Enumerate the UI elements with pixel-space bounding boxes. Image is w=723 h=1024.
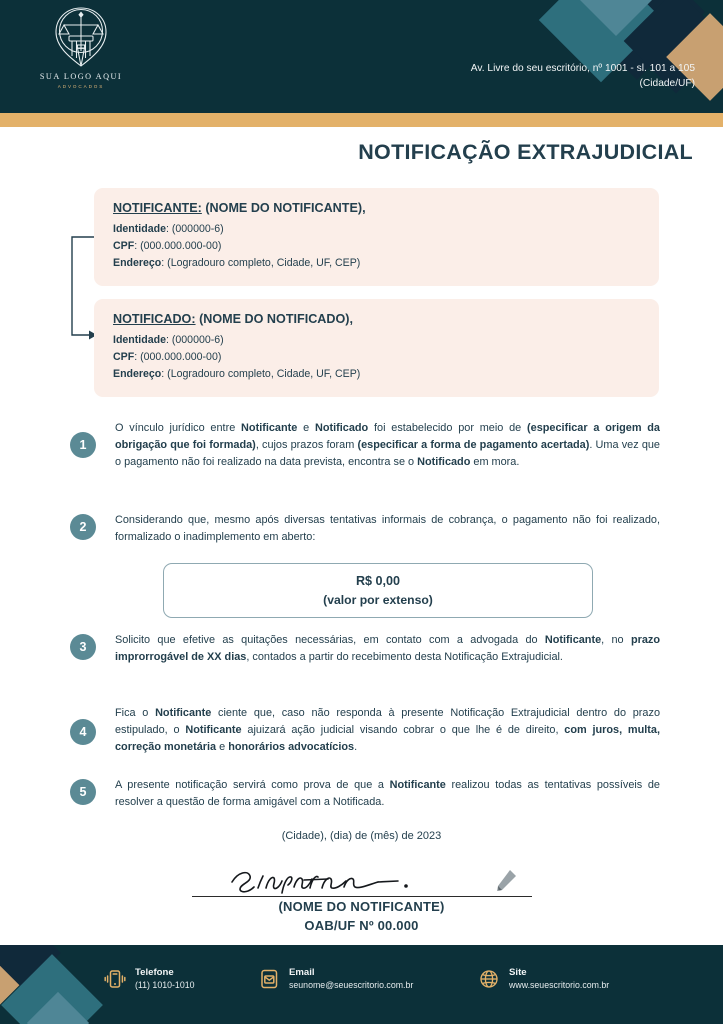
notificado-cpf-value: (000.000.000-00) [140,350,222,363]
clause-item-2 [70,512,660,546]
clause-text-1: O vínculo jurídico entre Notificante e Notificado foi estabelecido por meio de (especificar a origem da obrigação que foi formada), cujos prazos foram (especificar a forma de pagamento acertada). Uma vez que o pagamento não foi realizado na data prevista, encontra se o Notificado em mora. [115,422,660,468]
gold-divider-band [0,113,723,127]
footer-phone-text [135,967,195,991]
notificado-identidade: Identidade: (000000-6) [113,333,224,346]
footer-email-value: seunome@seuescritorio.com.br [289,979,414,990]
firm-logo [26,4,136,106]
notificante-identidade: Identidade: (000000-6) [113,222,224,235]
notificante-cpf-value: (000.000.000-00) [140,239,222,252]
signature-block [0,862,723,933]
footer-phone-label: Telefone [135,967,174,979]
clause-text-2: Considerando que, mesmo após diversas tentativas informais de cobrança, o pagamento não foi realizado, formalizado o inadimplemento em aberto: [115,514,660,543]
notificado-name: (NOME DO NOTIFICADO), [199,312,353,326]
notificado-identidade-value: (000000-6) [171,333,224,346]
page-header [0,0,723,113]
footer-site-item[interactable] [478,967,609,991]
clause-item-1 [70,420,660,471]
footer-email-text [289,967,413,991]
footer-email-label: Email [289,967,315,979]
footer-site-text [509,967,609,991]
place-and-date: (Cidade), (dia) de (mês) de 2023 [281,830,442,842]
office-address [275,62,695,92]
footer-site-value: www.seuescritorio.com.br [509,979,610,990]
clause-badge-2: 2 [70,514,96,540]
page-title: NOTIFICAÇÃO EXTRAJUDICIAL [358,140,693,164]
footer-email-item[interactable] [258,967,413,991]
clause-badge-3: 3 [70,634,96,660]
email-envelope-icon [258,967,280,991]
notificante-cpf-label: CPF [113,239,135,252]
clause-item-4 [70,705,660,756]
footer-site-label: Site [509,967,527,979]
notificante-role-label: NOTIFICANTE: [113,201,202,215]
clause-item-3 [70,632,660,666]
notificante-cpf: CPF: (000.000.000-00) [113,239,222,252]
clause-badge-5: 5 [70,779,96,805]
clause-item-5 [70,777,660,811]
notificado-identidade-label: Identidade [113,333,166,346]
address-line-1: Av. Livre do seu escritório, nº 1001 - sl. 101 a 105 [470,63,695,74]
notificante-endereco-value: (Logradouro completo, Cidade, UF, CEP) [167,257,361,270]
debt-value-box [163,563,593,618]
notificado-endereco-label: Endereço [113,368,162,381]
notificante-endereco: Endereço: (Logradouro completo, Cidade, UF, CEP) [113,257,361,270]
notificante-identidade-value: (000000-6) [171,222,224,235]
pen-nib-icon [497,870,516,891]
signatory-name: (NOME DO NOTIFICANTE) [278,899,445,914]
clause-text-4: Fica o Notificante ciente que, caso não responda à presente Notificação Extrajudicial dentro do prazo estipulado, o Notificante ajuizará ação judicial visando cobrar o que lhe é de direito, com juros, multa, correção monetária e honorários advocatícios. [115,707,660,753]
debt-amount-in-words: (valor por extenso) [323,592,433,607]
phone-ringing-icon [104,967,126,991]
logo-subtitle: ADVOCADOS [57,84,105,89]
clause-badge-1: 1 [70,432,96,458]
logo-name: SUA LOGO AQUI [39,72,123,81]
clause-badge-4: 4 [70,719,96,745]
scales-sword-logo-icon [50,4,112,70]
clause-text-3: Solicito que efetive as quitações necessárias, em contato com a advogada do Notificante, no prazo improrrogável de XX dias, contados a partir do recebimento desta Notificação Extrajudicial. [115,634,660,663]
notificado-cpf: CPF: (000.000.000-00) [113,350,222,363]
notificado-endereco: Endereço: (Logradouro completo, Cidade, UF, CEP) [113,368,361,381]
notificante-heading [113,201,643,217]
signatory-oab: OAB/UF Nº 00.000 [304,918,419,933]
notificado-endereco-value: (Logradouro completo, Cidade, UF, CEP) [167,368,361,381]
clause-text-5: A presente notificação servirá como prova de que a Notificante realizou todas as tentativas possíveis de resolver a questão de forma amigável com a Notificada. [115,779,660,808]
address-line-2: (Cidade/UF) [639,77,695,89]
globe-site-icon [478,967,500,991]
notificante-name: (NOME DO NOTIFICANTE), [205,201,366,215]
header-decoration [533,0,723,113]
footer-phone-item[interactable] [104,967,195,991]
footer-contact-list [0,945,723,1024]
signature-mark-area [192,862,532,896]
notificado-cpf-label: CPF [113,350,135,363]
notificante-identidade-label: Identidade [113,222,166,235]
handwritten-signature-icon [192,862,532,896]
notificado-role-label: NOTIFICADO: [113,312,196,326]
page-footer [0,945,723,1024]
notificante-endereco-label: Endereço [113,257,162,270]
debt-amount: R$ 0,00 [355,573,401,588]
notificante-box [94,188,659,286]
notificado-heading [113,312,643,328]
notificado-box [94,299,659,397]
footer-phone-value: (11) 1010-1010 [135,979,195,990]
signature-line [192,896,532,897]
